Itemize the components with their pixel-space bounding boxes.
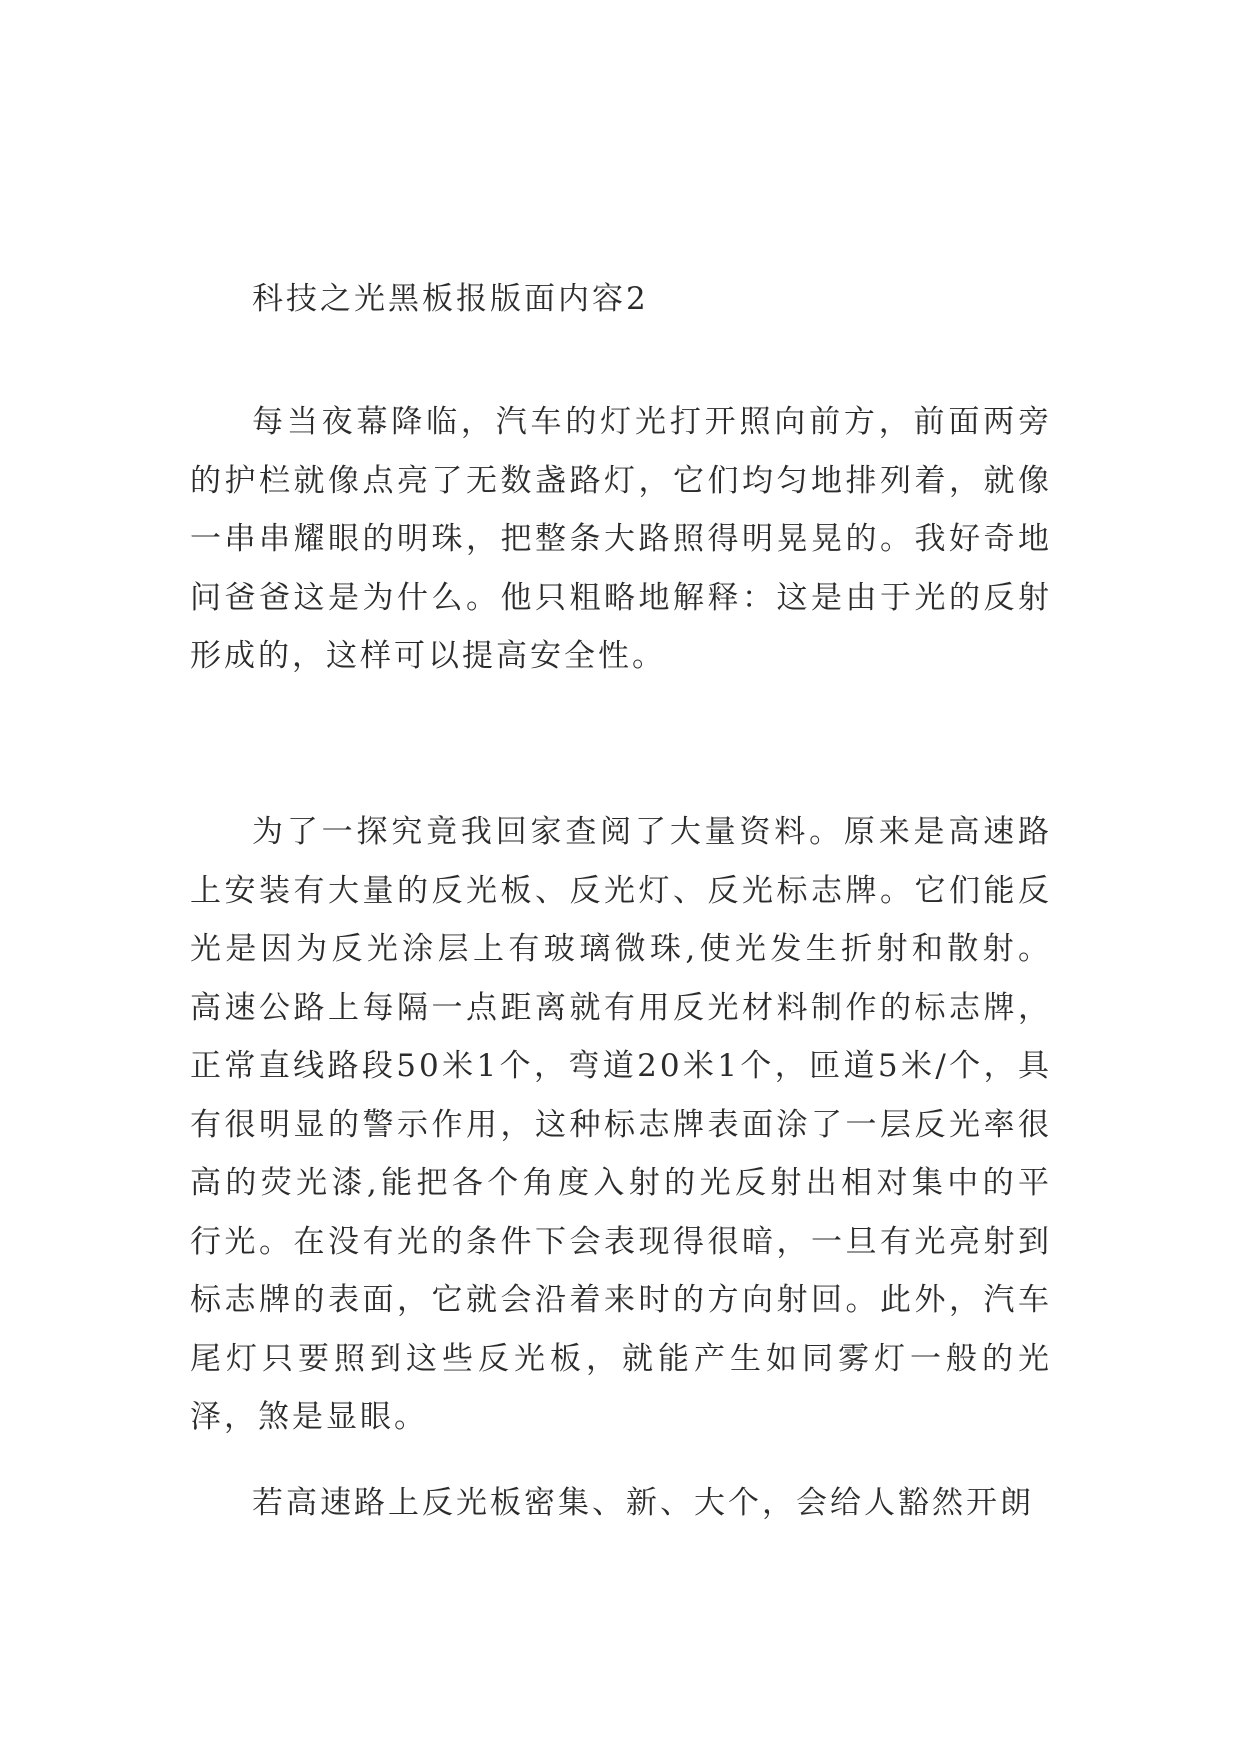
paragraph-3: 若高速路上反光板密集、新、大个，会给人豁然开朗 <box>252 1485 1034 1521</box>
paragraph-1: 每当夜幕降临，汽车的灯光打开照向前方，前面两旁的护栏就像点亮了无数盏路灯，它们均匀地排列着，就像一串串耀眼的明珠，把整条大路照得明晃晃的。我好奇地问爸爸这是为什么。他只粗略地解释：这是由于光的反射形成的，这样可以提高安全性。 <box>190 404 1052 674</box>
paragraph-2: 为了一探究竟我回家查阅了大量资料。原来是高速路上安装有大量的反光板、反光灯、反光标志牌。它们能反光是因为反光涂层上有玻璃微珠,使光发生折射和散射。高速公路上每隔一点距离就有用反光材料制作的标志牌，正常直线路段50米1个，弯道20米1个，匝道5米/个，具有很明显的警示作用，这种标志牌表面涂了一层反光率很高的荧光漆,能把各个角度入射的光反射出相对集中的平行光。在没有光的条件下会表现得很暗，一旦有光亮射到标志牌的表面，它就会沿着来时的方向射回。此外，汽车尾灯只要照到这些反光板，就能产生如同雾灯一般的光泽，煞是显眼。 <box>190 814 1052 1435</box>
document-title: 科技之光黑板报版面内容2 <box>252 281 649 317</box>
